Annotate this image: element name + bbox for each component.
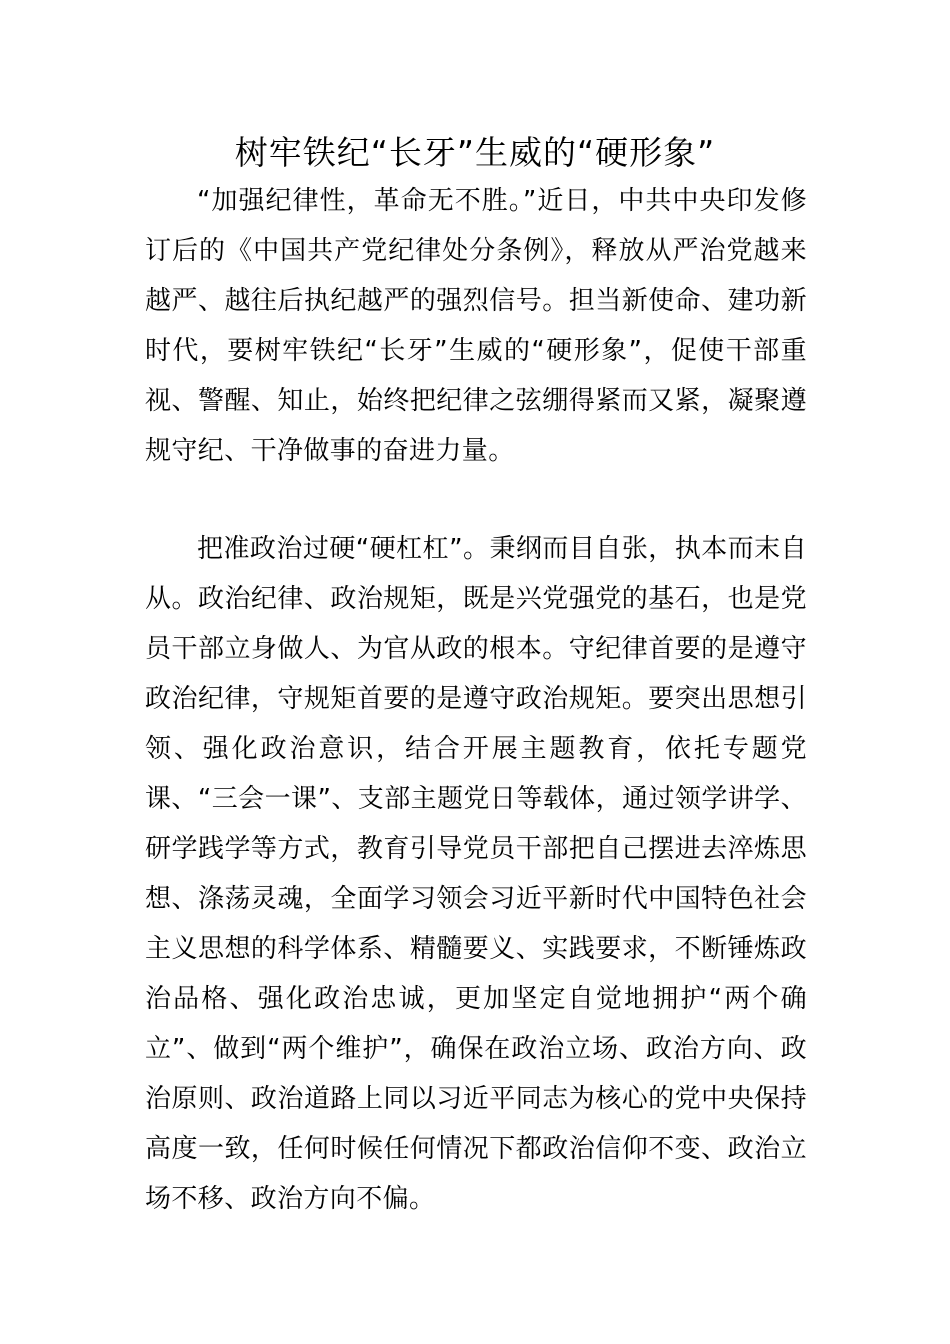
document-title: 树牢铁纪“长牙”生威的“硬形象” (234, 133, 716, 172)
paragraph-political-discipline: 把准政治过硬“硬杠杠”。秉纲而目自张，执本而末自从。政治纪律、政治规矩，既是兴党强党的基石，也是党员干部立身做人、为官从政的根本。守纪律首要的是遵守政治纪律，守规矩首要的是遵守政治规矩。要突出思想引领、强化政治意识，结合开展主题教育，依托专题党课、“三会一课”、支部主题党日等载体，通过领学讲学、研学践学等方式，教育引导党员干部把自己摆进去淬炼思想、涤荡灵魂，全面学习领会习近平新时代中国特色社会主义思想的科学体系、精髓要义、实践要求，不断锤炼政治品格、强化政治忠诚，更加坚定自觉地拥护“两个确立”、做到“两个维护”，确保在政治立场、政治方向、政治原则、政治道路上同以习近平同志为核心的党中央保持高度一致，任何时候任何情况下都政治信仰不变、政治立场不移、政治方向不偏。 (145, 534, 807, 1214)
paragraph-intro: “加强纪律性，革命无不胜。”近日，中共中央印发修订后的《中国共产党纪律处分条例》，释放从严治党越来越严、越往后执纪越严的强烈信号。担当新使命、建功新时代，要树牢铁纪“长牙”生威的“硬形象”，促使干部重视、警醒、知止，始终把纪律之弦绷得紧而又紧，凝聚遵规守纪、干净做事的奋进力量。 (145, 186, 807, 466)
